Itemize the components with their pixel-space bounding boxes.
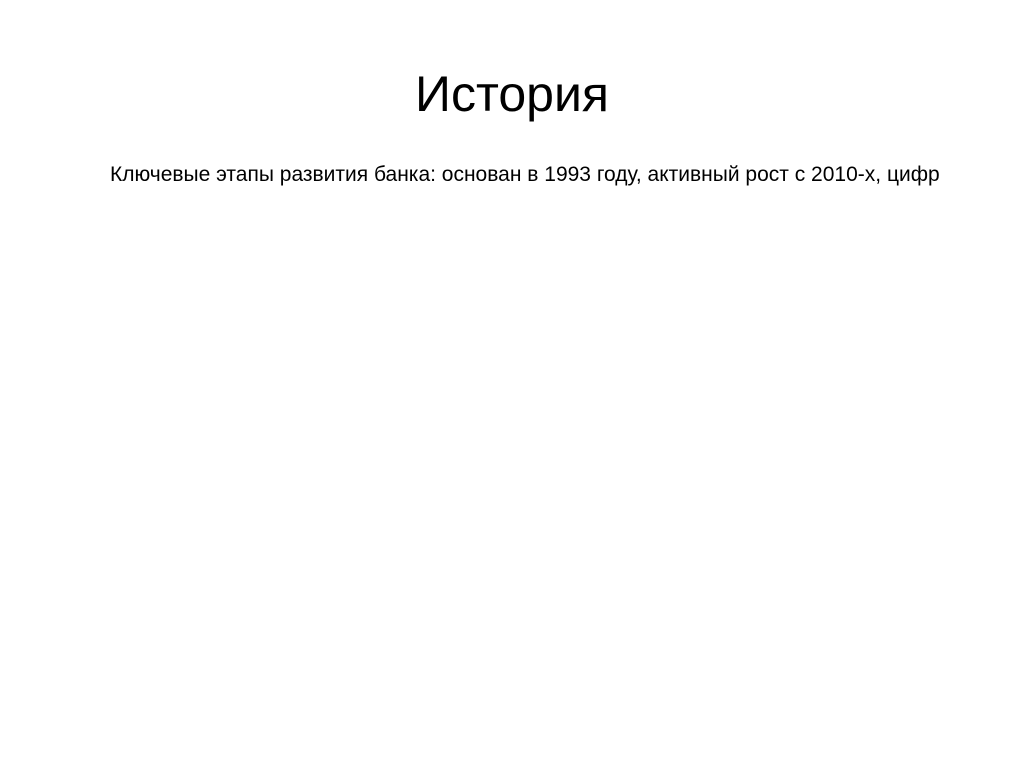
- slide-body-text: Ключевые этапы развития банка: основан в 1993 году, активный рост с 2010-х, цифр: [110, 163, 940, 186]
- slide-title: История: [415, 66, 609, 122]
